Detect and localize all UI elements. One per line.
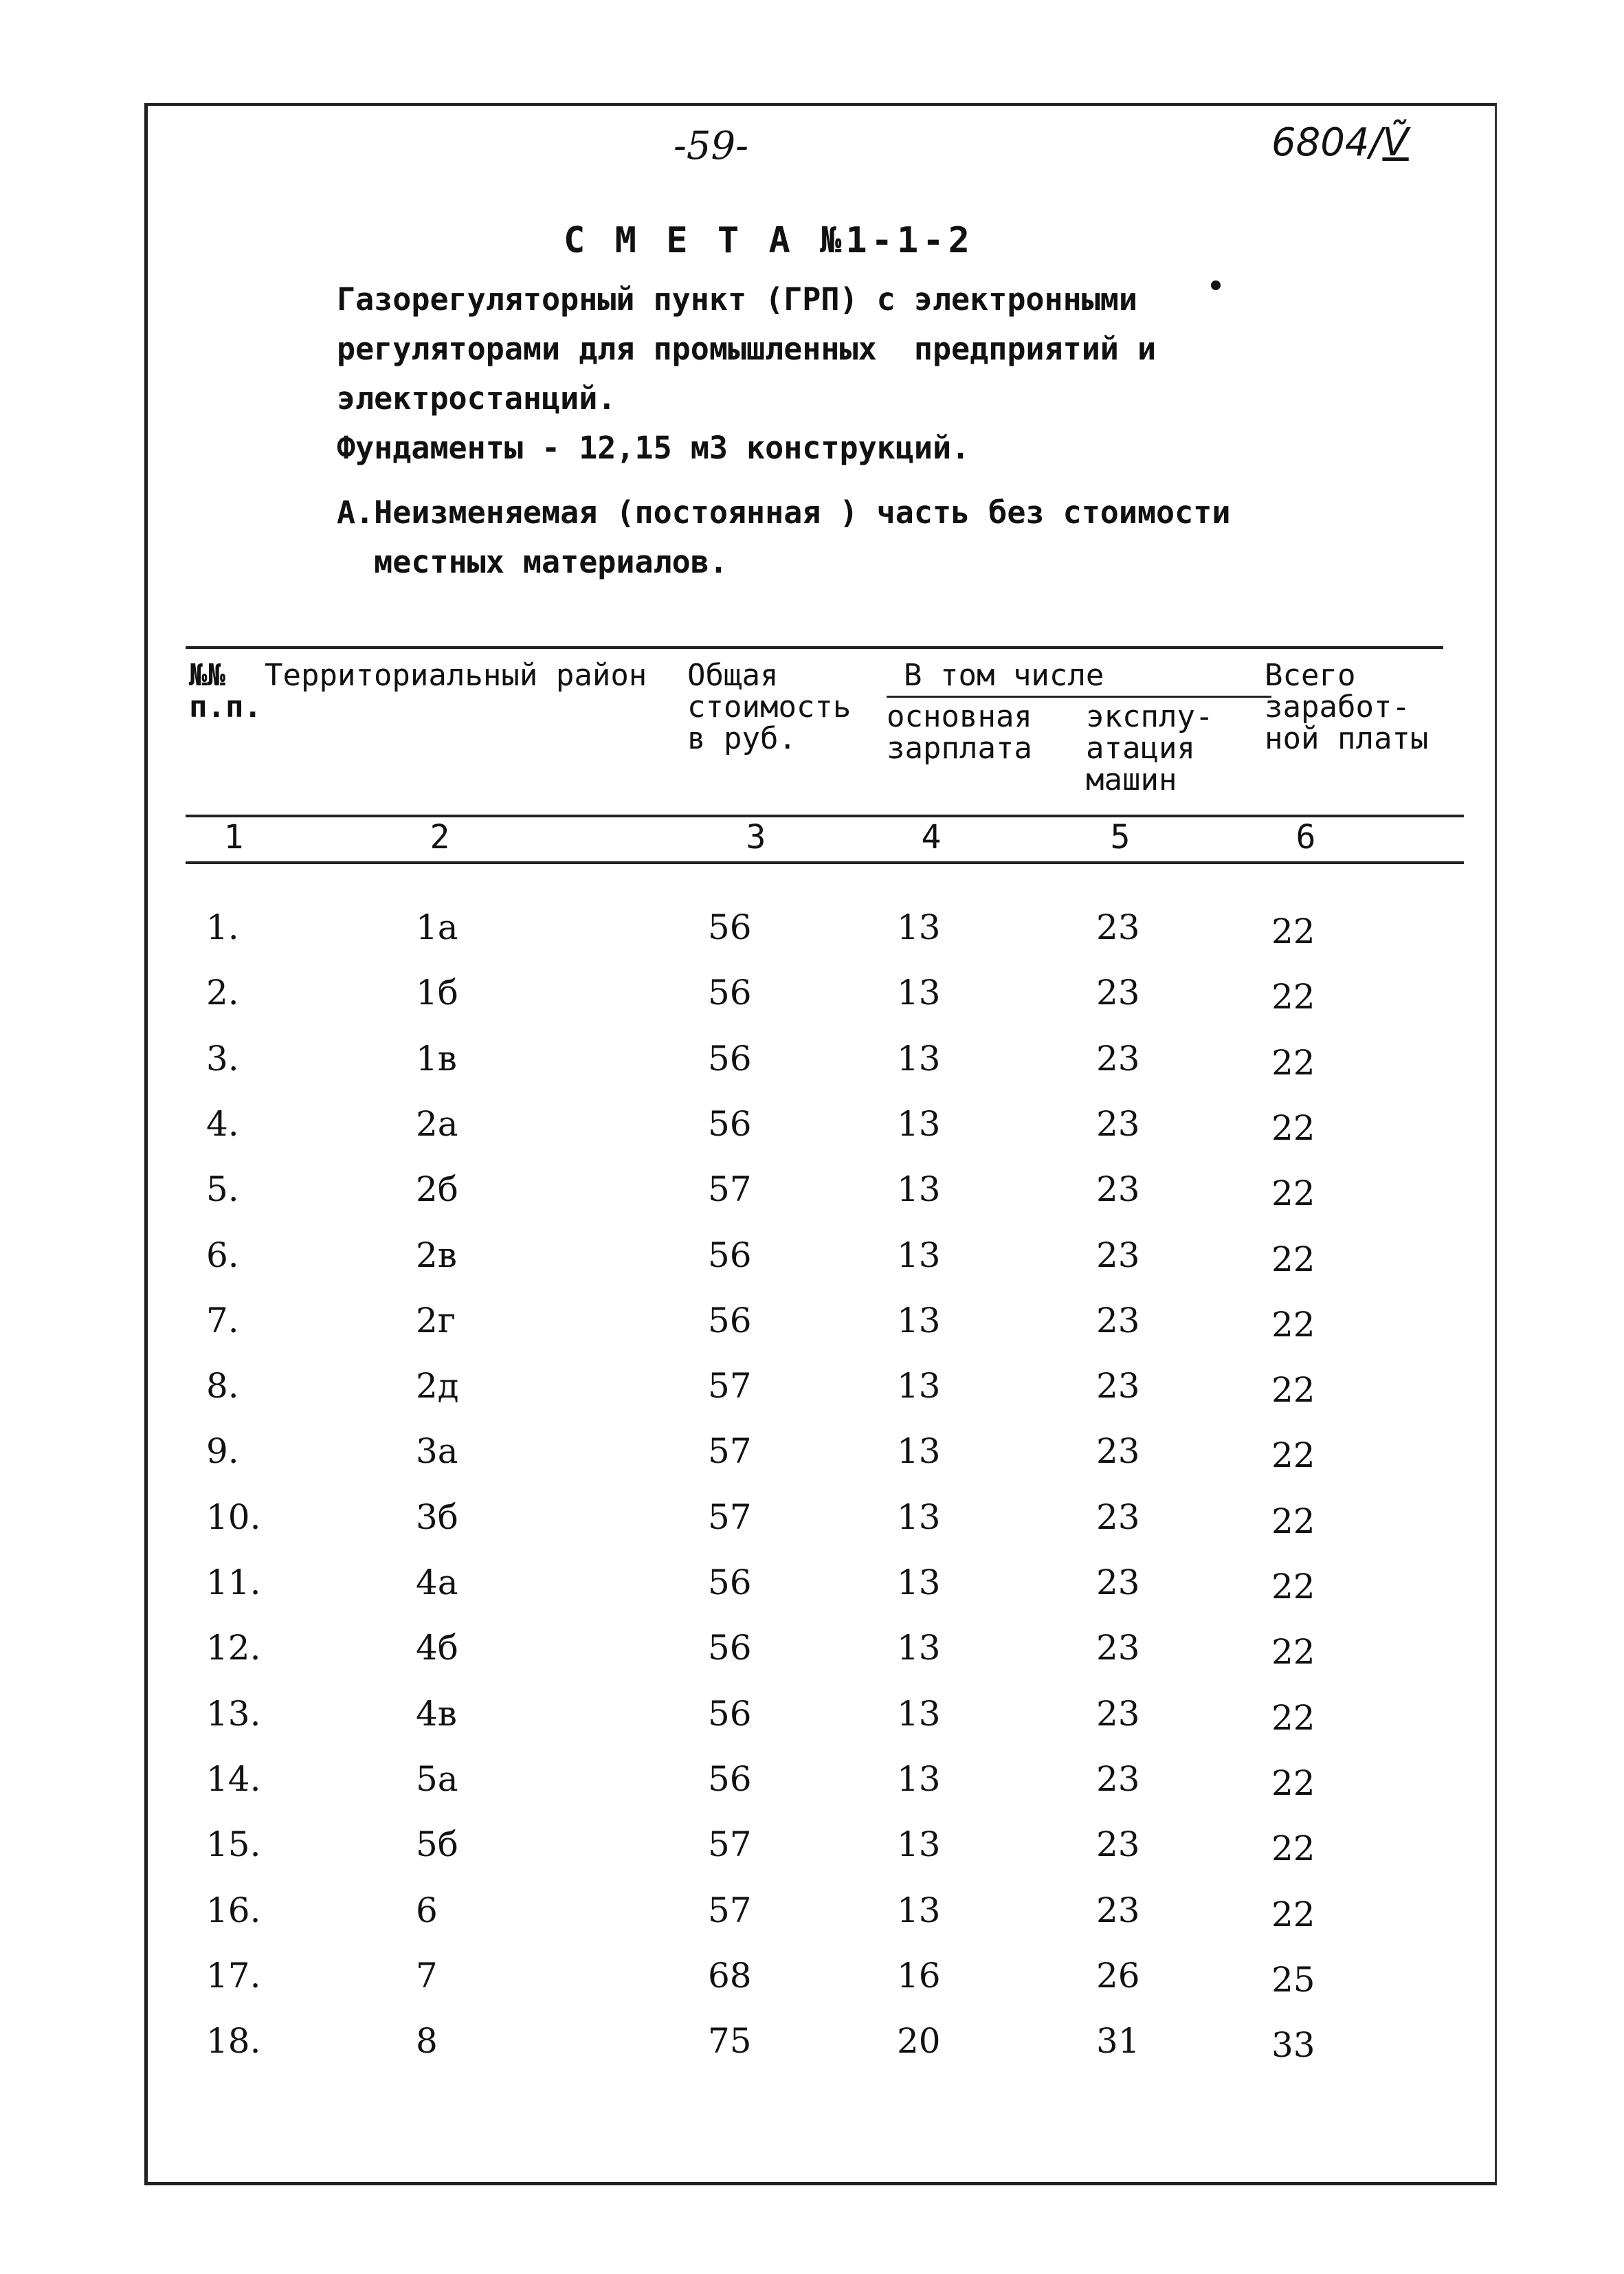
cell-district: 2б — [416, 1169, 458, 1210]
cell-district: 4а — [416, 1563, 458, 1602]
cell-total-wages: 25 — [1271, 1959, 1315, 2000]
cell-total-cost: 57 — [708, 1497, 752, 1537]
cell-row-number: 6. — [206, 1235, 239, 1275]
cell-base-wages: 13 — [897, 1824, 941, 1865]
cell-row-number: 16. — [206, 1890, 261, 1930]
cell-total-cost: 68 — [708, 1955, 752, 1996]
document-code-main: 6804/ — [1271, 120, 1383, 165]
cell-base-wages: 13 — [897, 973, 941, 1013]
cell-total-wages: 22 — [1271, 1042, 1315, 1083]
cell-machine-operation: 23 — [1096, 973, 1140, 1013]
cell-total-cost: 56 — [708, 907, 752, 947]
cell-machine-operation: 23 — [1096, 1366, 1140, 1406]
header-bottom-rule — [186, 815, 1464, 817]
cell-district: 7 — [416, 1955, 438, 1996]
cell-total-cost: 56 — [708, 1235, 752, 1275]
cell-total-wages: 22 — [1271, 1829, 1315, 1869]
cell-district: 5а — [416, 1758, 458, 1799]
column-number: 3 — [746, 818, 766, 857]
column-number: 1 — [223, 818, 244, 857]
cell-total-cost: 56 — [708, 1628, 752, 1668]
cell-row-number: 11. — [206, 1563, 261, 1602]
cell-total-wages: 22 — [1271, 1173, 1315, 1214]
cell-machine-operation: 23 — [1096, 1103, 1140, 1144]
column-number: 4 — [921, 818, 942, 857]
cell-base-wages: 13 — [897, 1497, 941, 1537]
cell-district: 2г — [416, 1300, 456, 1340]
part-heading — [337, 488, 1230, 587]
description — [337, 275, 1156, 473]
part-line: местных материалов. — [337, 544, 728, 580]
numbers-bottom-rule — [186, 861, 1464, 864]
cell-total-wages: 22 — [1271, 1435, 1315, 1476]
cell-district: 1а — [416, 907, 458, 947]
cell-district: 2в — [416, 1235, 457, 1275]
cell-base-wages: 20 — [897, 2021, 941, 2062]
cell-row-number: 4. — [206, 1103, 239, 1144]
cell-district: 3б — [416, 1497, 458, 1537]
cell-machine-operation: 23 — [1096, 1038, 1140, 1079]
cell-total-wages: 22 — [1271, 1501, 1315, 1541]
cell-base-wages: 13 — [897, 1038, 941, 1079]
cell-total-cost: 57 — [708, 1169, 752, 1210]
cell-district: 8 — [416, 2021, 438, 2062]
header-machine-operation: эксплу- атация машин — [1086, 699, 1214, 797]
cell-total-wages: 22 — [1271, 1107, 1315, 1148]
cell-total-cost: 57 — [708, 1431, 752, 1472]
cell-total-wages: 22 — [1271, 977, 1315, 1017]
cell-row-number: 17. — [206, 1955, 261, 1996]
cell-base-wages: 13 — [897, 1169, 941, 1210]
cell-row-number: 3. — [206, 1038, 239, 1079]
cell-row-number: 2. — [206, 973, 239, 1013]
cell-total-cost: 57 — [708, 1366, 752, 1406]
cell-base-wages: 13 — [897, 1235, 941, 1275]
cell-district: 2а — [416, 1103, 458, 1144]
header-base-wages: основная зарплата — [887, 699, 1032, 766]
cell-row-number: 1. — [206, 907, 239, 947]
cell-machine-operation: 26 — [1096, 1955, 1140, 1996]
cell-machine-operation: 23 — [1096, 1824, 1140, 1865]
cell-district: 4б — [416, 1628, 458, 1668]
cell-total-wages: 22 — [1271, 1304, 1315, 1345]
cell-machine-operation: 31 — [1096, 2021, 1140, 2062]
cell-total-cost: 57 — [708, 1890, 752, 1930]
cell-row-number: 9. — [206, 1431, 239, 1472]
cell-district: 6 — [416, 1890, 438, 1930]
cell-base-wages: 13 — [897, 1628, 941, 1668]
header-total-wages: Всего заработ- ной платы — [1265, 658, 1429, 756]
cell-base-wages: 13 — [897, 1103, 941, 1144]
cell-total-wages: 22 — [1271, 1239, 1315, 1279]
description-line: Фундаменты - 12,15 м3 конструкций. — [337, 430, 970, 466]
cell-total-cost: 56 — [708, 1563, 752, 1602]
cell-district: 3а — [416, 1431, 458, 1472]
estimate-title: С М Е Т А №1-1-2 — [564, 220, 974, 261]
cell-row-number: 10. — [206, 1497, 261, 1537]
cell-base-wages: 13 — [897, 1890, 941, 1930]
cell-row-number: 18. — [206, 2021, 261, 2062]
cell-machine-operation: 23 — [1096, 1628, 1140, 1668]
cell-total-cost: 56 — [708, 1103, 752, 1144]
cell-base-wages: 13 — [897, 1366, 941, 1406]
cell-total-wages: 22 — [1271, 1567, 1315, 1607]
cell-machine-operation: 23 — [1096, 1235, 1140, 1275]
cell-row-number: 7. — [206, 1300, 239, 1340]
cell-total-wages: 22 — [1271, 1763, 1315, 1803]
header-district: Территориальный район — [265, 658, 647, 693]
cell-total-wages: 22 — [1271, 1370, 1315, 1411]
cell-row-number: 13. — [206, 1693, 261, 1734]
description-line: Газорегуляторный пункт (ГРП) с электронными — [337, 281, 1137, 318]
cell-machine-operation: 23 — [1096, 1431, 1140, 1472]
cell-district: 1в — [416, 1038, 457, 1079]
cell-machine-operation: 23 — [1096, 1758, 1140, 1799]
cell-row-number: 14. — [206, 1758, 261, 1799]
document-code — [1271, 120, 1409, 165]
cell-row-number: 12. — [206, 1628, 261, 1668]
group-underline — [887, 696, 1271, 698]
header-total-cost: Общая стоимость в руб. — [687, 658, 852, 756]
document-code-suffix: Ṽ — [1382, 120, 1409, 165]
cell-total-cost: 56 — [708, 1693, 752, 1734]
column-number: 5 — [1110, 818, 1131, 857]
cell-base-wages: 13 — [897, 1563, 941, 1602]
description-line: электростанций. — [337, 380, 616, 417]
cell-base-wages: 13 — [897, 1431, 941, 1472]
cell-base-wages: 13 — [897, 1693, 941, 1734]
description-line: регуляторами для промышленных предприятий и — [337, 331, 1157, 367]
page-number: -59- — [674, 124, 749, 168]
cell-total-wages: 22 — [1271, 1632, 1315, 1673]
cell-total-cost: 56 — [708, 973, 752, 1013]
cell-total-wages: 33 — [1271, 2025, 1315, 2066]
cell-base-wages: 13 — [897, 1758, 941, 1799]
cell-district: 2д — [416, 1366, 459, 1406]
cell-total-wages: 22 — [1271, 912, 1315, 951]
cell-row-number: 15. — [206, 1824, 261, 1865]
table-top-rule — [186, 646, 1443, 649]
cell-base-wages: 13 — [897, 907, 941, 947]
header-group-including: В том числе — [904, 658, 1104, 693]
cell-row-number: 5. — [206, 1169, 239, 1210]
cell-machine-operation: 23 — [1096, 1169, 1140, 1210]
cell-base-wages: 16 — [897, 1955, 941, 1996]
column-number: 2 — [430, 818, 450, 857]
cell-row-number: 8. — [206, 1366, 239, 1406]
cell-machine-operation: 23 — [1096, 1890, 1140, 1930]
cell-machine-operation: 23 — [1096, 1693, 1140, 1734]
cell-total-wages: 22 — [1271, 1697, 1315, 1738]
cell-total-cost: 56 — [708, 1300, 752, 1340]
header-row-number: №№ п.п. — [189, 658, 262, 725]
cell-machine-operation: 23 — [1096, 1300, 1140, 1340]
cell-total-cost: 75 — [708, 2021, 752, 2062]
cell-district: 5б — [416, 1824, 458, 1865]
cell-machine-operation: 23 — [1096, 907, 1140, 947]
cell-machine-operation: 23 — [1096, 1563, 1140, 1602]
column-number: 6 — [1295, 818, 1316, 857]
part-line: А.Неизменяемая (постоянная ) часть без стоимости — [337, 494, 1231, 531]
cell-district: 1б — [416, 973, 458, 1013]
cell-total-cost: 57 — [708, 1824, 752, 1865]
cell-total-cost: 56 — [708, 1758, 752, 1799]
cell-base-wages: 13 — [897, 1300, 941, 1340]
cell-district: 4в — [416, 1693, 457, 1734]
cell-total-cost: 56 — [708, 1038, 752, 1079]
cell-total-wages: 22 — [1271, 1894, 1315, 1934]
cell-machine-operation: 23 — [1096, 1497, 1140, 1537]
ink-dot — [1211, 280, 1221, 290]
